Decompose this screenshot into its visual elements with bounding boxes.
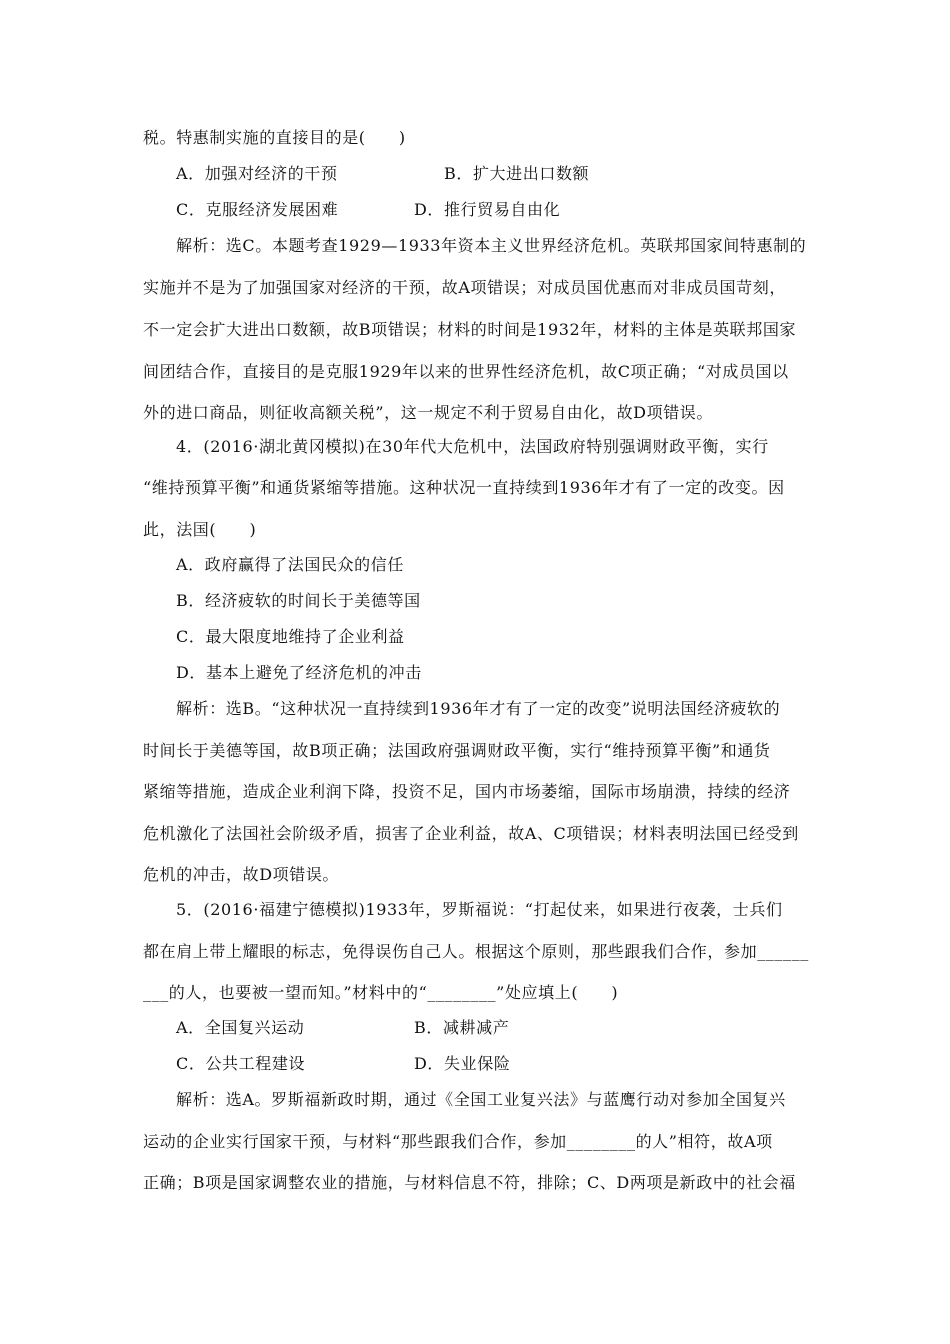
q4-stem-line-1: 4．(2016·湖北黄冈模拟)在30年代大危机中，法国政府特别强调财政平衡，实行 [176,437,769,456]
q3-analysis-line-3: 不一定会扩大进出口数额，故B项错误；材料的时间是1932年，材料的主体是英联邦国家 [143,320,797,339]
q4-option-c: C．最大限度地维持了企业利益 [176,627,405,646]
q4-analysis-line-2: 时间长于美德等国，故B项正确；法国政府强调财政平衡，实行“维持预算平衡”和通货 [143,741,771,760]
q3-option-a: A．加强对经济的干预 [176,164,338,183]
q5-option-b: B．减耕减产 [414,1018,510,1037]
q4-analysis-line-3: 紧缩等措施，造成企业利润下降，投资不足，国内市场萎缩，国际市场崩溃，持续的经济 [143,782,791,801]
q5-stem-line-1: 5．(2016·福建宁德模拟)1933年，罗斯福说：“打起仗来，如果进行夜袭，士兵们 [176,900,783,919]
q5-analysis-line-2: 运动的企业实行国家干预，与材料“那些跟我们合作，参加________的人”相符，故A项 [143,1132,773,1151]
q5-option-d: D．失业保险 [414,1054,511,1073]
q3-option-c: C．克服经济发展困难 [176,200,339,219]
q5-stem-line-2: 都在肩上带上耀眼的标志，免得误伤自己人。根据这个原则，那些跟我们合作，参加______ [143,942,809,961]
q3-analysis-line-1: 解析：选C。本题考查1929—1933年资本主义世界经济危机。英联邦国家间特惠制的 [176,236,807,255]
q4-option-d: D．基本上避免了经济危机的冲击 [176,663,422,682]
q4-analysis-line-5: 危机的冲击，故D项错误。 [143,865,340,884]
q3-analysis-line-4: 间团结合作，直接目的是克服1929年以来的世界性经济危机，故C项正确；“对成员国以 [143,362,789,381]
q4-analysis-line-4: 危机激化了法国社会阶级矛盾，损害了企业利益，故A、C项错误；材料表明法国已经受到 [143,824,799,843]
q4-option-b: B．经济疲软的时间长于美德等国 [176,591,421,610]
q3-analysis-line-5: 外的进口商品，则征收高额关税”，这一规定不利于贸易自由化，故D项错误。 [143,403,714,422]
q3-stem-tail: 税。特惠制实施的直接目的是( ) [143,128,406,147]
q4-stem-line-2: “维持预算平衡”和通货紧缩等措施。这种状况一直持续到1936年才有了一定的改变。因 [143,478,785,497]
q4-option-a: A．政府赢得了法国民众的信任 [176,555,404,574]
q5-analysis-line-3: 正确；B项是国家调整农业的措施，与材料信息不符，排除；C、D两项是新政中的社会福 [143,1173,796,1192]
q5-analysis-line-1: 解析：选A。罗斯福新政时期，通过《全国工业复兴法》与蓝鹰行动对参加全国复兴 [176,1090,786,1109]
q3-option-d: D．推行贸易自由化 [414,200,561,219]
q4-analysis-line-1: 解析：选B。“这种状况一直持续到1936年才有了一定的改变”说明法国经济疲软的 [176,699,781,718]
q3-option-b: B．扩大进出口数额 [444,164,590,183]
q5-stem-line-3: ___的人，也要被一望而知。”材料中的“________”处应填上( ) [143,983,619,1002]
q5-option-c: C．公共工程建设 [176,1054,306,1073]
q5-option-a: A．全国复兴运动 [176,1018,305,1037]
q4-stem-line-3: 此，法国( ) [143,520,257,539]
q3-analysis-line-2: 实施并不是为了加强国家对经济的干预，故A项错误；对成员国优惠而对非成员国苛刻， [143,278,786,297]
